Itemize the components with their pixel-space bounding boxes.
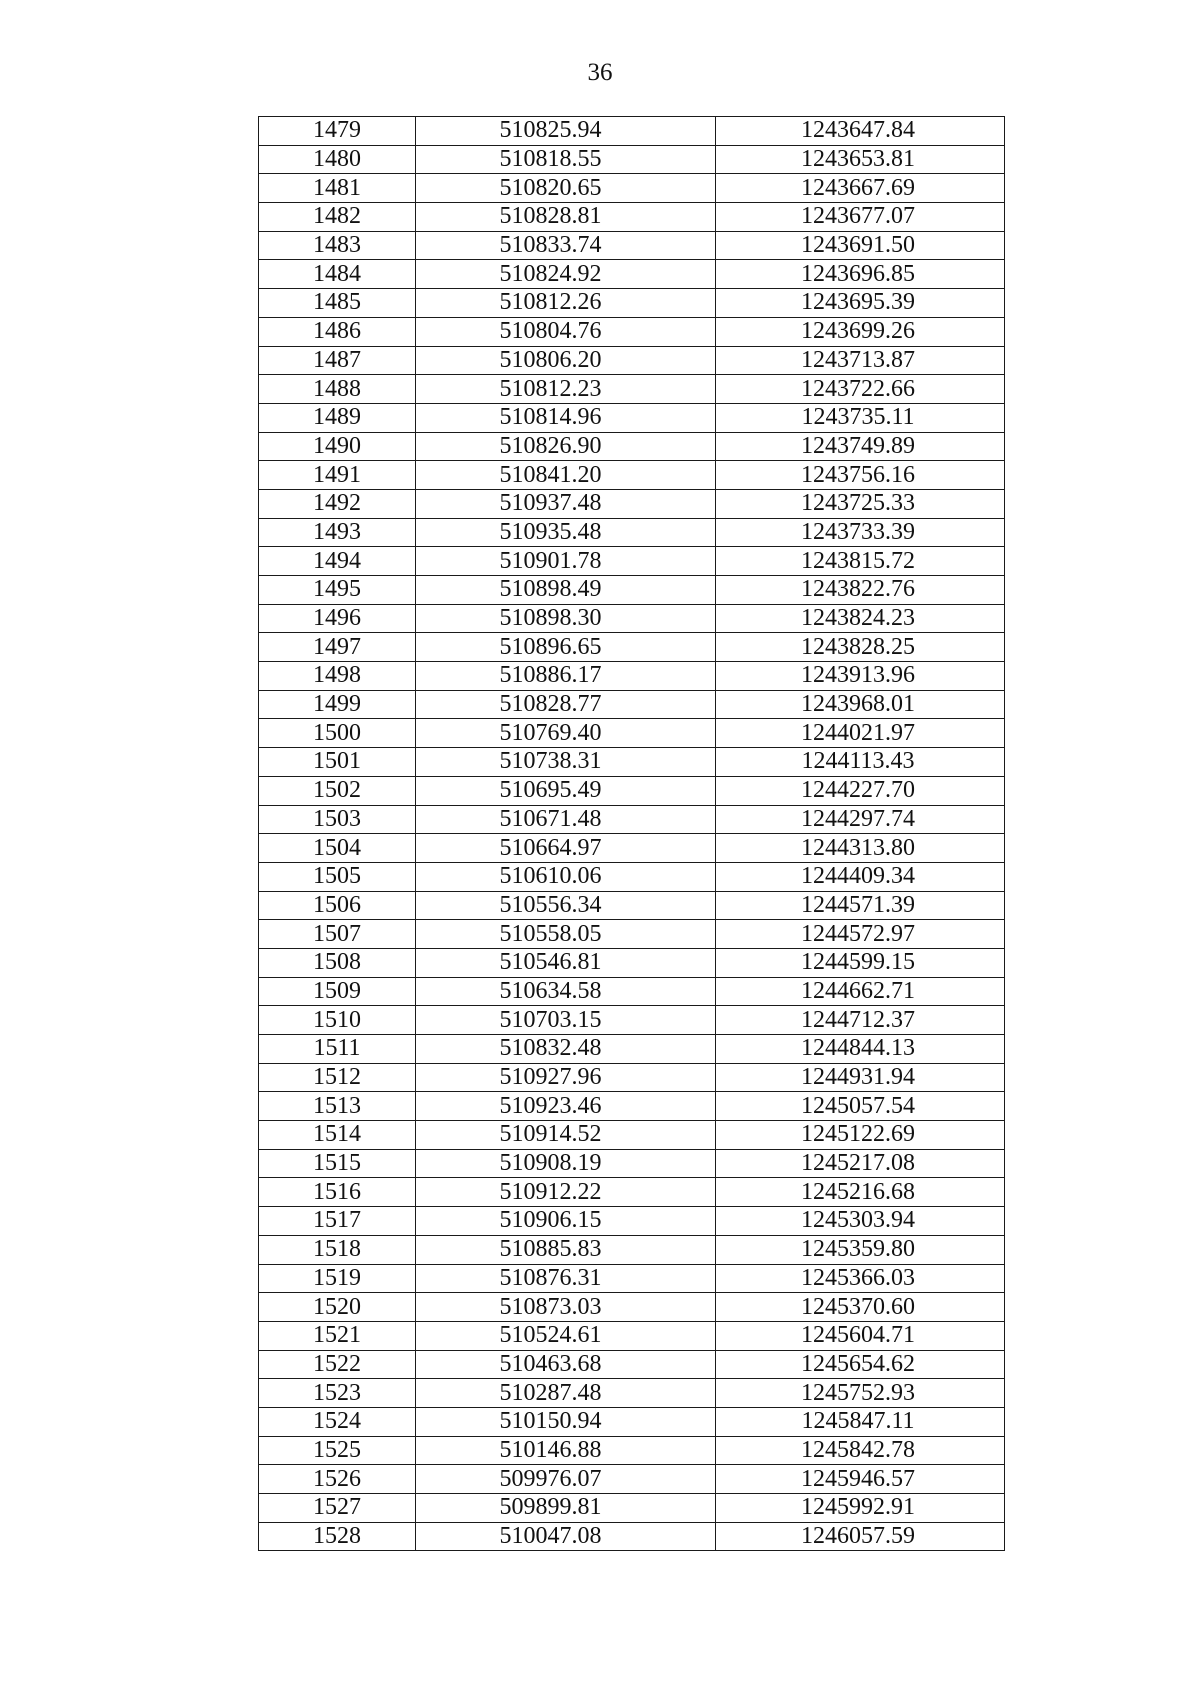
point-number-cell: 1514: [259, 1121, 416, 1150]
y-coordinate-cell: 1244662.71: [716, 977, 1005, 1006]
x-coordinate-cell: 510825.94: [416, 117, 716, 146]
table-row: [259, 1407, 1005, 1436]
table-row: [259, 346, 1005, 375]
y-coordinate-cell: 1243756.16: [716, 461, 1005, 490]
point-number-cell: 1513: [259, 1092, 416, 1121]
y-coordinate-cell: 1246057.59: [716, 1522, 1005, 1551]
table-row: [259, 145, 1005, 174]
point-number-cell: 1494: [259, 547, 416, 576]
point-number-cell: 1521: [259, 1321, 416, 1350]
point-number-cell: 1525: [259, 1436, 416, 1465]
point-number-cell: 1517: [259, 1207, 416, 1236]
point-number-cell: 1522: [259, 1350, 416, 1379]
point-number-cell: 1504: [259, 834, 416, 863]
y-coordinate-cell: 1245217.08: [716, 1149, 1005, 1178]
y-coordinate-cell: 1243815.72: [716, 547, 1005, 576]
x-coordinate-cell: 510820.65: [416, 174, 716, 203]
y-coordinate-cell: 1245303.94: [716, 1207, 1005, 1236]
y-coordinate-cell: 1244113.43: [716, 748, 1005, 777]
table-row: [259, 1465, 1005, 1494]
x-coordinate-cell: 510558.05: [416, 920, 716, 949]
x-coordinate-cell: 510873.03: [416, 1293, 716, 1322]
point-number-cell: 1510: [259, 1006, 416, 1035]
y-coordinate-cell: 1245992.91: [716, 1494, 1005, 1523]
x-coordinate-cell: 510524.61: [416, 1321, 716, 1350]
x-coordinate-cell: 510695.49: [416, 776, 716, 805]
x-coordinate-cell: 510634.58: [416, 977, 716, 1006]
table-row: [259, 547, 1005, 576]
y-coordinate-cell: 1245847.11: [716, 1407, 1005, 1436]
x-coordinate-cell: 510824.92: [416, 260, 716, 289]
y-coordinate-cell: 1243691.50: [716, 231, 1005, 260]
x-coordinate-cell: 510906.15: [416, 1207, 716, 1236]
point-number-cell: 1515: [259, 1149, 416, 1178]
table-row: [259, 719, 1005, 748]
x-coordinate-cell: 510812.23: [416, 375, 716, 404]
table-row: [259, 1264, 1005, 1293]
x-coordinate-cell: 510146.88: [416, 1436, 716, 1465]
table-row: [259, 317, 1005, 346]
y-coordinate-cell: 1243699.26: [716, 317, 1005, 346]
x-coordinate-cell: 510886.17: [416, 662, 716, 691]
point-number-cell: 1482: [259, 203, 416, 232]
point-number-cell: 1495: [259, 576, 416, 605]
table-row: [259, 977, 1005, 1006]
x-coordinate-cell: 510804.76: [416, 317, 716, 346]
y-coordinate-cell: 1243968.01: [716, 690, 1005, 719]
point-number-cell: 1503: [259, 805, 416, 834]
point-number-cell: 1523: [259, 1379, 416, 1408]
y-coordinate-cell: 1244599.15: [716, 948, 1005, 977]
y-coordinate-cell: 1244572.97: [716, 920, 1005, 949]
table-row: [259, 1035, 1005, 1064]
table-row: [259, 1121, 1005, 1150]
y-coordinate-cell: 1244931.94: [716, 1063, 1005, 1092]
x-coordinate-cell: 510832.48: [416, 1035, 716, 1064]
y-coordinate-cell: 1245654.62: [716, 1350, 1005, 1379]
point-number-cell: 1516: [259, 1178, 416, 1207]
x-coordinate-cell: 510876.31: [416, 1264, 716, 1293]
x-coordinate-cell: 510828.77: [416, 690, 716, 719]
y-coordinate-cell: 1245752.93: [716, 1379, 1005, 1408]
y-coordinate-cell: 1244227.70: [716, 776, 1005, 805]
table-row: [259, 576, 1005, 605]
point-number-cell: 1481: [259, 174, 416, 203]
x-coordinate-cell: 510923.46: [416, 1092, 716, 1121]
x-coordinate-cell: 510703.15: [416, 1006, 716, 1035]
y-coordinate-cell: 1243822.76: [716, 576, 1005, 605]
y-coordinate-cell: 1244313.80: [716, 834, 1005, 863]
x-coordinate-cell: 510828.81: [416, 203, 716, 232]
table-row: [259, 1436, 1005, 1465]
y-coordinate-cell: 1243749.89: [716, 432, 1005, 461]
y-coordinate-cell: 1243735.11: [716, 403, 1005, 432]
point-number-cell: 1518: [259, 1235, 416, 1264]
x-coordinate-cell: 509899.81: [416, 1494, 716, 1523]
y-coordinate-cell: 1245366.03: [716, 1264, 1005, 1293]
point-number-cell: 1507: [259, 920, 416, 949]
point-number-cell: 1524: [259, 1407, 416, 1436]
y-coordinate-cell: 1243824.23: [716, 604, 1005, 633]
x-coordinate-cell: 510812.26: [416, 289, 716, 318]
point-number-cell: 1483: [259, 231, 416, 260]
table-row: [259, 920, 1005, 949]
y-coordinate-cell: 1243695.39: [716, 289, 1005, 318]
x-coordinate-cell: 510908.19: [416, 1149, 716, 1178]
table-row: [259, 891, 1005, 920]
table-row: [259, 1235, 1005, 1264]
y-coordinate-cell: 1243722.66: [716, 375, 1005, 404]
table-row: [259, 1350, 1005, 1379]
table-row: [259, 1522, 1005, 1551]
point-number-cell: 1512: [259, 1063, 416, 1092]
y-coordinate-cell: 1244297.74: [716, 805, 1005, 834]
table-row: [259, 260, 1005, 289]
x-coordinate-cell: 510610.06: [416, 862, 716, 891]
y-coordinate-cell: 1243696.85: [716, 260, 1005, 289]
table-row: [259, 174, 1005, 203]
point-number-cell: 1505: [259, 862, 416, 891]
table-row: [259, 604, 1005, 633]
x-coordinate-cell: 510463.68: [416, 1350, 716, 1379]
x-coordinate-cell: 510671.48: [416, 805, 716, 834]
x-coordinate-cell: 510935.48: [416, 518, 716, 547]
point-number-cell: 1527: [259, 1494, 416, 1523]
x-coordinate-cell: 510841.20: [416, 461, 716, 490]
point-number-cell: 1497: [259, 633, 416, 662]
y-coordinate-cell: 1244571.39: [716, 891, 1005, 920]
y-coordinate-cell: 1243828.25: [716, 633, 1005, 662]
point-number-cell: 1489: [259, 403, 416, 432]
x-coordinate-cell: 510914.52: [416, 1121, 716, 1150]
table-row: [259, 518, 1005, 547]
x-coordinate-cell: 510769.40: [416, 719, 716, 748]
point-number-cell: 1492: [259, 489, 416, 518]
point-number-cell: 1519: [259, 1264, 416, 1293]
table-row: [259, 805, 1005, 834]
x-coordinate-cell: 510833.74: [416, 231, 716, 260]
y-coordinate-cell: 1245057.54: [716, 1092, 1005, 1121]
x-coordinate-cell: 510927.96: [416, 1063, 716, 1092]
table-row: [259, 1293, 1005, 1322]
point-number-cell: 1526: [259, 1465, 416, 1494]
page-number: 36: [587, 59, 613, 86]
x-coordinate-cell: 510814.96: [416, 403, 716, 432]
table-row: [259, 432, 1005, 461]
table-row: [259, 834, 1005, 863]
table-row: [259, 403, 1005, 432]
x-coordinate-cell: 510898.30: [416, 604, 716, 633]
point-number-cell: 1480: [259, 145, 416, 174]
x-coordinate-cell: 510047.08: [416, 1522, 716, 1551]
table-row: [259, 203, 1005, 232]
x-coordinate-cell: 510896.65: [416, 633, 716, 662]
table-row: [259, 1092, 1005, 1121]
table-row: [259, 289, 1005, 318]
x-coordinate-cell: 510546.81: [416, 948, 716, 977]
table-row: [259, 633, 1005, 662]
x-coordinate-cell: 510901.78: [416, 547, 716, 576]
x-coordinate-cell: 510806.20: [416, 346, 716, 375]
point-number-cell: 1520: [259, 1293, 416, 1322]
table-row: [259, 1207, 1005, 1236]
x-coordinate-cell: 509976.07: [416, 1465, 716, 1494]
point-number-cell: 1487: [259, 346, 416, 375]
table-row: [259, 1063, 1005, 1092]
y-coordinate-cell: 1245604.71: [716, 1321, 1005, 1350]
x-coordinate-cell: 510664.97: [416, 834, 716, 863]
point-number-cell: 1484: [259, 260, 416, 289]
table-row: [259, 231, 1005, 260]
table-row: [259, 375, 1005, 404]
y-coordinate-cell: 1243913.96: [716, 662, 1005, 691]
table-row: [259, 461, 1005, 490]
table-row: [259, 776, 1005, 805]
table-row: [259, 1321, 1005, 1350]
y-coordinate-cell: 1244844.13: [716, 1035, 1005, 1064]
y-coordinate-cell: 1243733.39: [716, 518, 1005, 547]
y-coordinate-cell: 1244712.37: [716, 1006, 1005, 1035]
y-coordinate-cell: 1245122.69: [716, 1121, 1005, 1150]
y-coordinate-cell: 1243667.69: [716, 174, 1005, 203]
x-coordinate-cell: 510885.83: [416, 1235, 716, 1264]
point-number-cell: 1486: [259, 317, 416, 346]
y-coordinate-cell: 1245842.78: [716, 1436, 1005, 1465]
y-coordinate-cell: 1244021.97: [716, 719, 1005, 748]
point-number-cell: 1506: [259, 891, 416, 920]
point-number-cell: 1490: [259, 432, 416, 461]
table-row: [259, 1494, 1005, 1523]
point-number-cell: 1501: [259, 748, 416, 777]
point-number-cell: 1485: [259, 289, 416, 318]
table-row: [259, 948, 1005, 977]
x-coordinate-cell: 510287.48: [416, 1379, 716, 1408]
table-row: [259, 690, 1005, 719]
x-coordinate-cell: 510937.48: [416, 489, 716, 518]
table-row: [259, 1379, 1005, 1408]
y-coordinate-cell: 1243677.07: [716, 203, 1005, 232]
point-number-cell: 1491: [259, 461, 416, 490]
y-coordinate-cell: 1243653.81: [716, 145, 1005, 174]
table-row: [259, 1006, 1005, 1035]
point-number-cell: 1488: [259, 375, 416, 404]
point-number-cell: 1509: [259, 977, 416, 1006]
x-coordinate-cell: 510150.94: [416, 1407, 716, 1436]
table-row: [259, 489, 1005, 518]
table-row: [259, 117, 1005, 146]
x-coordinate-cell: 510556.34: [416, 891, 716, 920]
y-coordinate-cell: 1243725.33: [716, 489, 1005, 518]
table-row: [259, 662, 1005, 691]
point-number-cell: 1528: [259, 1522, 416, 1551]
x-coordinate-cell: 510898.49: [416, 576, 716, 605]
point-number-cell: 1496: [259, 604, 416, 633]
point-number-cell: 1508: [259, 948, 416, 977]
y-coordinate-cell: 1243713.87: [716, 346, 1005, 375]
table-row: [259, 1149, 1005, 1178]
point-number-cell: 1502: [259, 776, 416, 805]
y-coordinate-cell: 1245370.60: [716, 1293, 1005, 1322]
x-coordinate-cell: 510818.55: [416, 145, 716, 174]
y-coordinate-cell: 1245216.68: [716, 1178, 1005, 1207]
table-row: [259, 1178, 1005, 1207]
point-number-cell: 1498: [259, 662, 416, 691]
y-coordinate-cell: 1245946.57: [716, 1465, 1005, 1494]
point-number-cell: 1499: [259, 690, 416, 719]
point-number-cell: 1493: [259, 518, 416, 547]
y-coordinate-cell: 1245359.80: [716, 1235, 1005, 1264]
table-row: [259, 748, 1005, 777]
coordinates-table: [258, 116, 1005, 1551]
x-coordinate-cell: 510912.22: [416, 1178, 716, 1207]
x-coordinate-cell: 510738.31: [416, 748, 716, 777]
x-coordinate-cell: 510826.90: [416, 432, 716, 461]
y-coordinate-cell: 1243647.84: [716, 117, 1005, 146]
table-row: [259, 862, 1005, 891]
y-coordinate-cell: 1244409.34: [716, 862, 1005, 891]
point-number-cell: 1479: [259, 117, 416, 146]
point-number-cell: 1511: [259, 1035, 416, 1064]
point-number-cell: 1500: [259, 719, 416, 748]
coordinates-table-body: [259, 117, 1005, 1551]
